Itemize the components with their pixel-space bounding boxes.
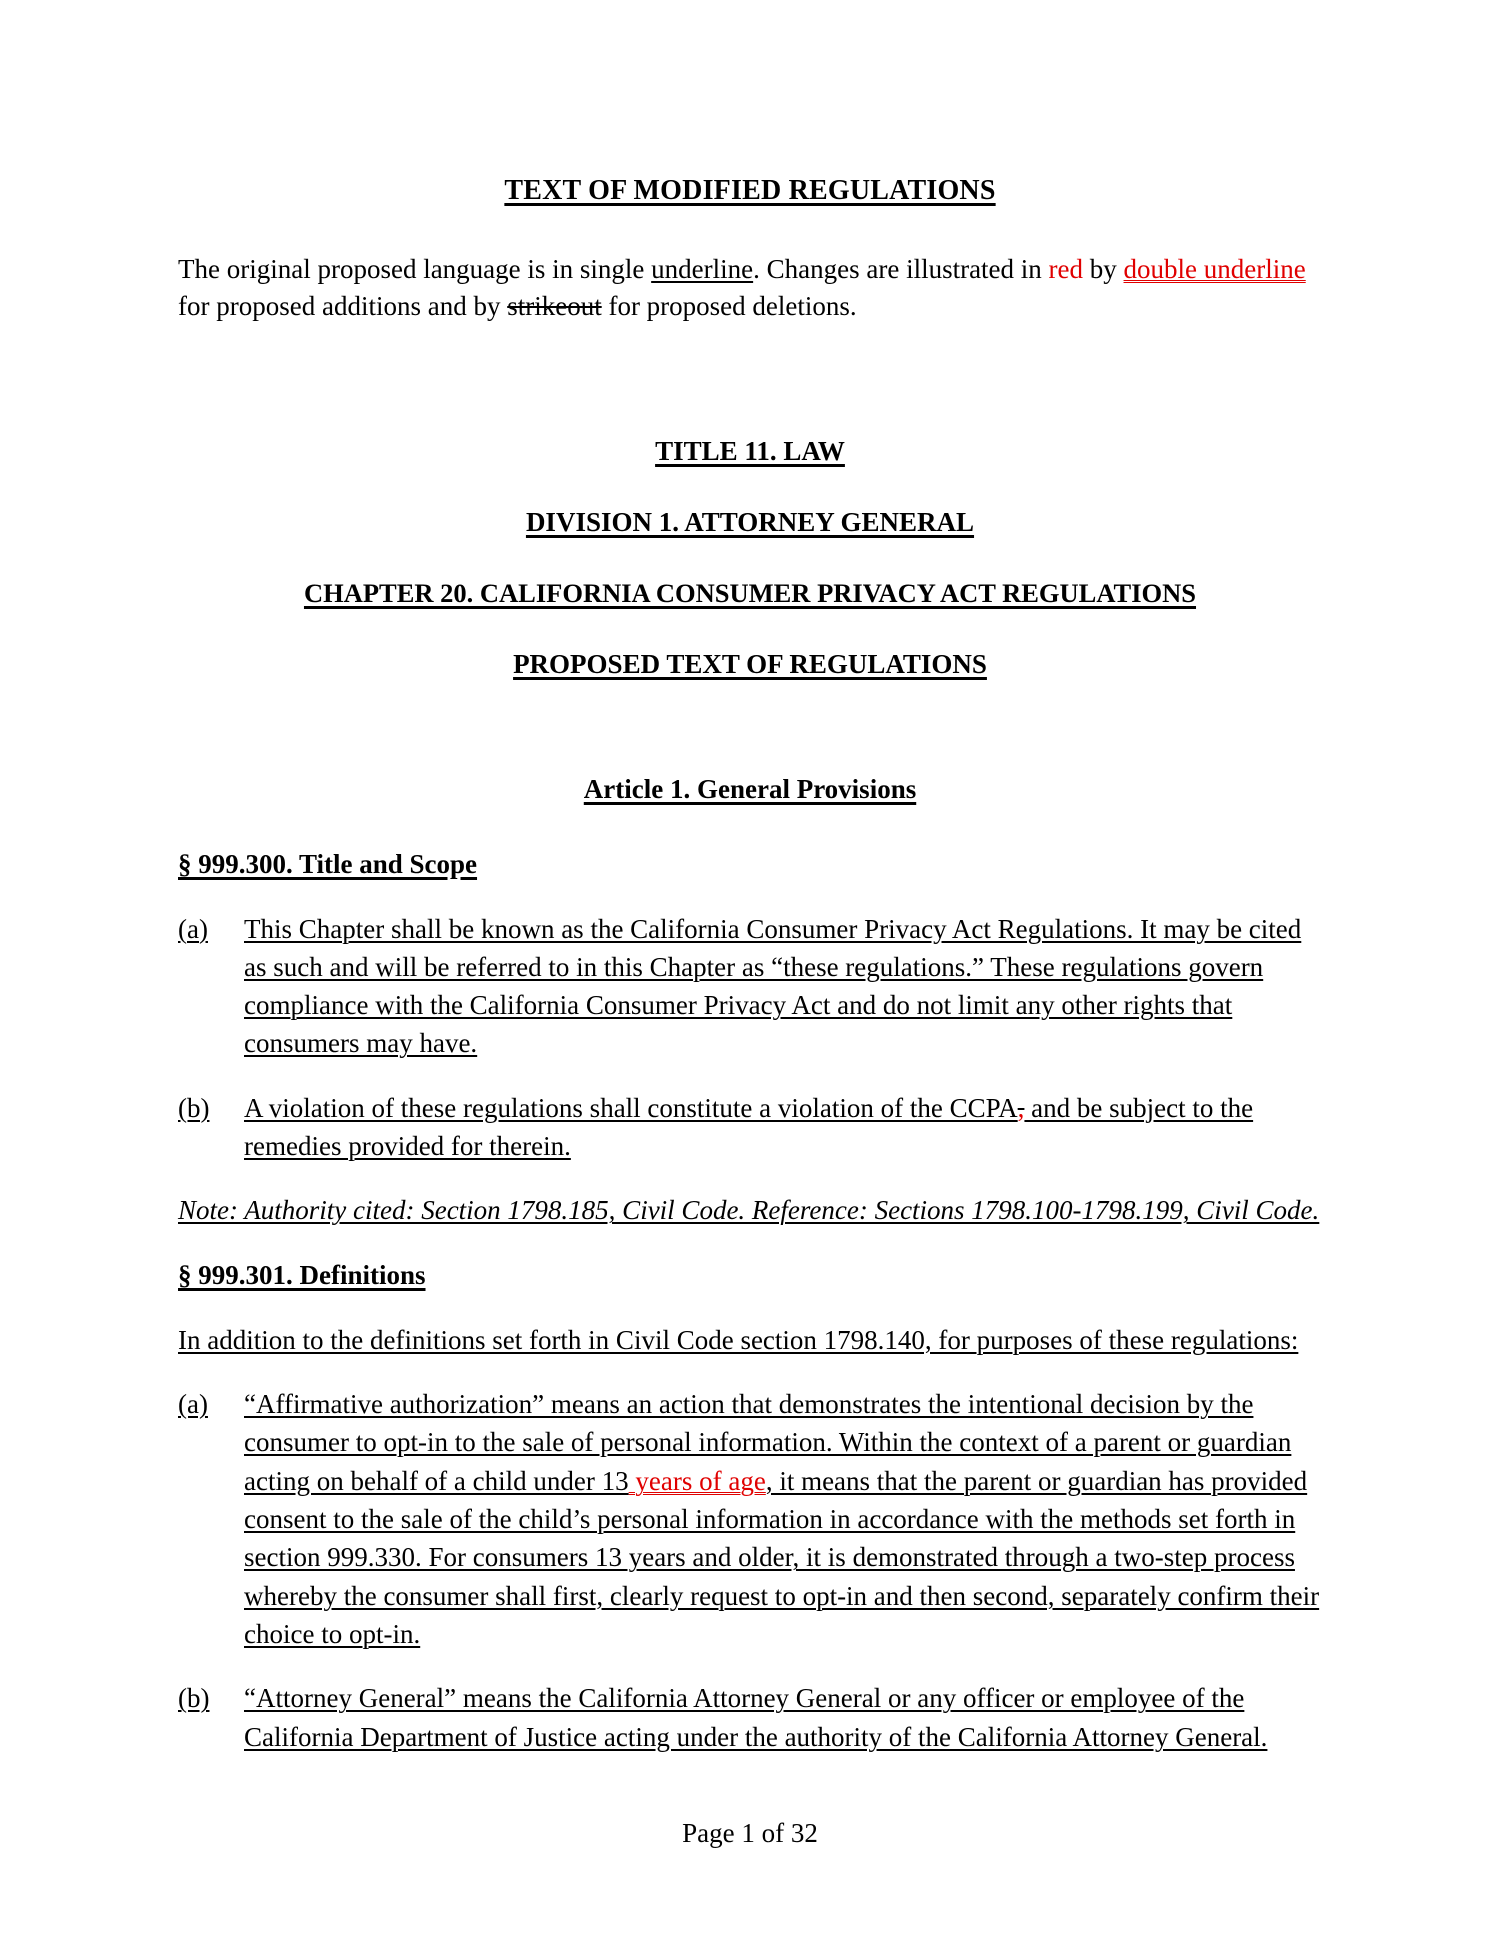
section-heading-999-301-text: § 999.301. Definitions: [178, 1259, 426, 1290]
page-number-text: Page 1 of 32: [682, 1818, 818, 1848]
heading-division-1: [178, 507, 1322, 538]
revision-legend-paragraph: [178, 251, 1322, 326]
inserted-years-of-age: years of age: [628, 1465, 766, 1496]
section-999-301-lead-in-text: In addition to the definitions set forth in Civil Code section 1798.140, for purposes of these regulations:: [178, 1324, 1299, 1355]
legend-part-5: for proposed deletions.: [601, 291, 857, 322]
heading-title-11-text: TITLE 11. LAW: [655, 435, 845, 466]
heading-chapter-20-text: CHAPTER 20. CALIFORNIA CONSUMER PRIVACY ACT REGULATIONS: [303, 577, 1197, 608]
deleted-comma: ,: [1017, 1092, 1025, 1123]
paragraph-999-300-b-text-before: A violation of these regulations shall constitute a violation of the CCPA: [244, 1092, 1018, 1123]
paragraph-marker-b: (b): [178, 1092, 210, 1123]
paragraph-marker-a-definitions: (a): [178, 1389, 208, 1420]
page-content: [178, 175, 1322, 1782]
section-heading-999-301: [178, 1260, 1322, 1291]
note-999-300: [178, 1191, 1322, 1229]
document-title-text: TEXT OF MODIFIED REGULATIONS: [504, 175, 996, 206]
page-footer: [0, 1818, 1500, 1849]
paragraph-999-301-a: [178, 1385, 1322, 1653]
legend-red-sample: red: [1048, 254, 1084, 284]
paragraph-999-301-b-text: “Attorney General” means the California Attorney General or any officer or employee of the California Department of Justice acting under the authority of the California Attorney General.: [244, 1683, 1268, 1752]
paragraph-999-300-b-text-after: and be subject to the remedies provided for therein.: [244, 1092, 1254, 1162]
paragraph-999-301-a-text-after: , it means that the parent or guardian has provided consent to the sale of the child’s personal information in accordance with the methods set forth in section 999.330. For consumers 13 years and older, it is demonstrated through a two-step process whereby the consumer shall first, clearly request to opt-in and then second, separately confirm their choice to opt-in.: [244, 1465, 1320, 1650]
legend-part-4: for proposed additions and by: [178, 291, 508, 322]
paragraph-marker-b-definitions: (b): [178, 1683, 210, 1714]
paragraph-marker-a: (a): [178, 913, 208, 944]
heading-title-11: [178, 436, 1322, 467]
section-heading-999-300-text: § 999.300. Title and Scope: [178, 848, 478, 879]
heading-chapter-20: [178, 578, 1322, 609]
document-title: [178, 175, 1322, 207]
legend-part-3: by: [1083, 254, 1124, 284]
heading-article-1: [178, 774, 1322, 805]
legend-part-1: The original proposed language is in single: [178, 254, 652, 284]
paragraph-999-300-a: [178, 910, 1322, 1063]
legend-underline-sample: underline: [651, 254, 754, 284]
paragraph-999-300-a-text: This Chapter shall be known as the California Consumer Privacy Act Regulations. It may be cited as such and will be referred to in this Chapter as “these regulations.” These regulations govern compliance with the California Consumer Privacy Act and do not limit any other rights that consumers may have.: [244, 913, 1302, 1059]
heading-division-1-text: DIVISION 1. ATTORNEY GENERAL: [525, 506, 975, 537]
heading-proposed-text: [178, 649, 1322, 680]
paragraph-999-301-a-text-before: “Affirmative authorization” means an action that demonstrates the intentional decision by the consumer to opt-in to the sale of personal information. Within the context of a parent or guardian acting on behalf of a child under 13: [244, 1389, 1292, 1496]
heading-proposed-text-text: PROPOSED TEXT OF REGULATIONS: [513, 648, 987, 679]
section-heading-999-300: [178, 849, 1322, 880]
note-prefix: Note:: [178, 1195, 238, 1226]
legend-part-2: . Changes are illustrated in: [753, 254, 1049, 284]
legend-double-underline-sample: double underline: [1123, 254, 1306, 284]
legend-strikeout-sample: strikeout: [507, 291, 602, 322]
paragraph-999-300-b: [178, 1089, 1322, 1166]
section-999-301-lead-in: [178, 1321, 1322, 1359]
paragraph-999-301-b: [178, 1679, 1322, 1756]
note-text: Authority cited: Section 1798.185, Civil Code. Reference: Sections 1798.100-1798.199, Civil Code.: [238, 1195, 1320, 1226]
heading-article-1-text: Article 1. General Provisions: [583, 773, 917, 804]
